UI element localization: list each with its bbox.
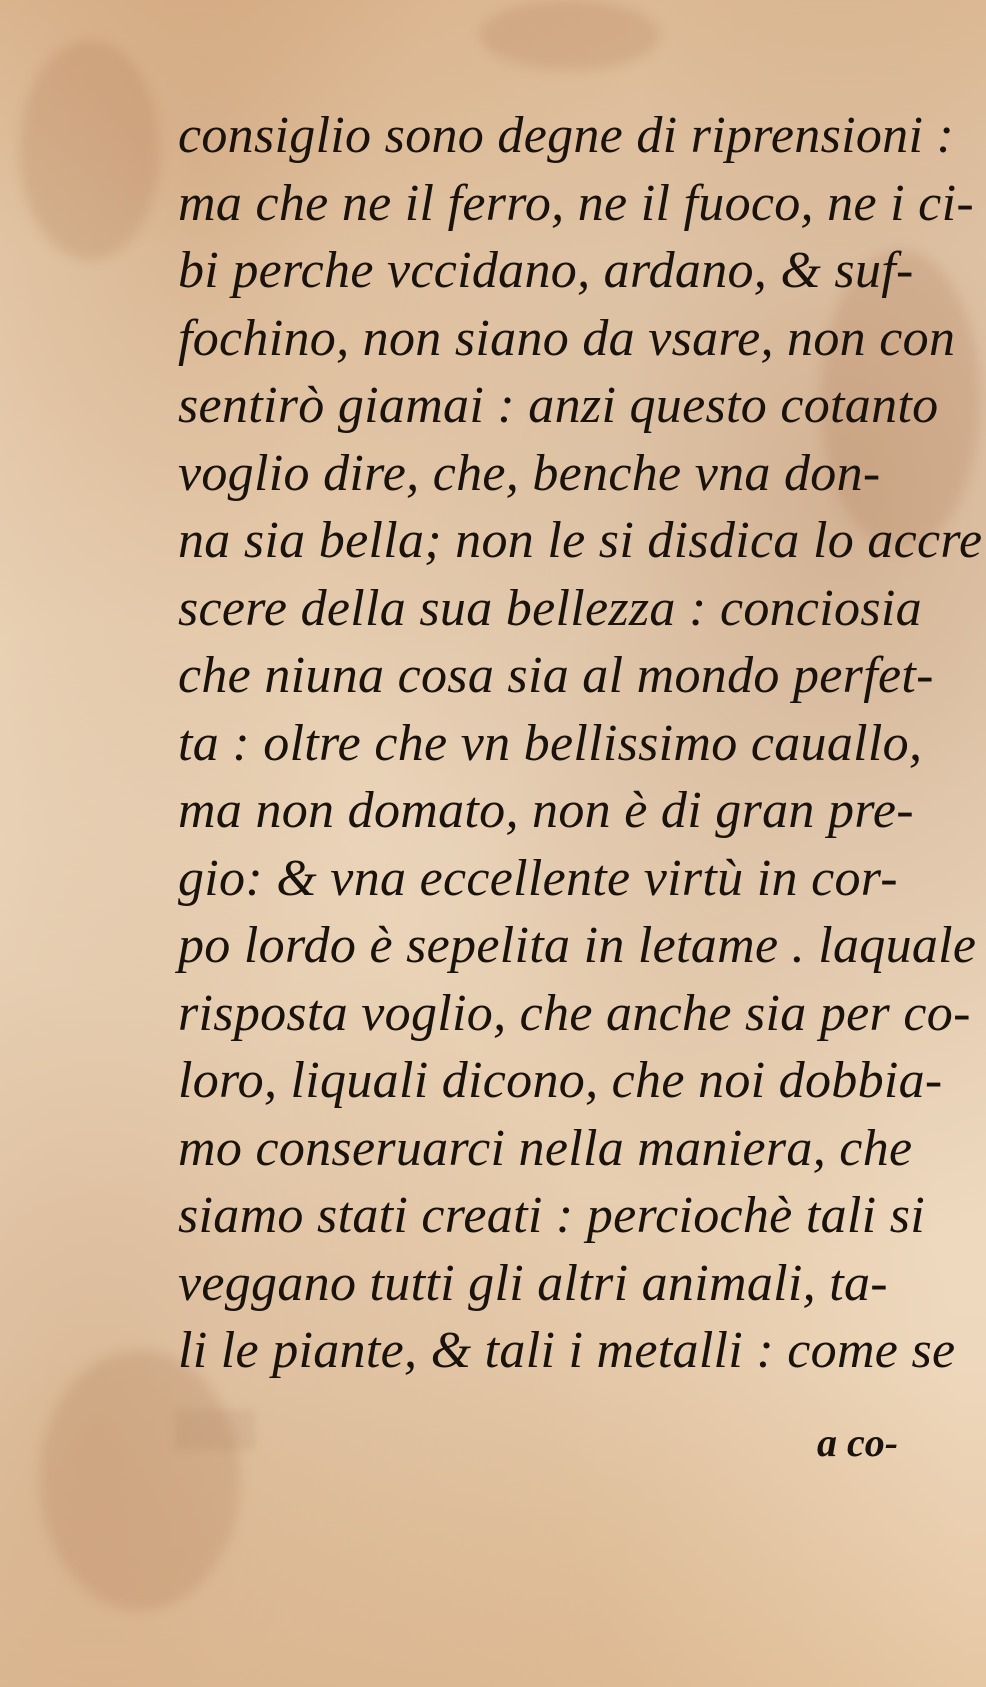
text-line: li le piante, & tali i metalli : come se: [178, 1322, 956, 1379]
text-line: che niuna cosa sia al mondo perfet-: [178, 647, 934, 704]
text-line: ma che ne il ferro, ne il fuoco, ne i ci-: [178, 174, 974, 232]
text-line: veggano tutti gli altri animali, ta-: [178, 1254, 888, 1312]
text-line: bi perche vccidano, ardano, & suf-: [178, 242, 914, 299]
text-line: ma non domato, non è di gran pre-: [178, 782, 914, 839]
text-line: voglio dire, che, benche vna don-: [178, 444, 881, 502]
page-stain: [40, 1350, 240, 1610]
text-line: loro, liquali dicono, che noi dobbia-: [178, 1052, 943, 1109]
show-through-mark: [175, 1410, 255, 1450]
text-line: scere della sua bellezza : conciosia: [178, 579, 922, 637]
text-line: consiglio sono degne di riprensioni :: [178, 107, 955, 164]
page-stain: [480, 0, 660, 70]
text-line: risposta voglio, che anche sia per co-: [178, 984, 971, 1042]
page-text: [178, 102, 983, 1385]
page-stain: [20, 40, 160, 260]
text-line: mo conseruarci nella maniera, che: [178, 1119, 913, 1177]
catchword: a co-: [817, 1420, 899, 1465]
text-line: po lordo è sepelita in letame . laquale: [178, 917, 977, 974]
text-line: gio: & vna eccellente virtù in cor-: [178, 849, 898, 907]
text-line: siamo stati creati : perciochè tali si: [178, 1187, 925, 1244]
text-line: fochino, non siano da vsare, non con: [178, 309, 956, 367]
text-line: ta : oltre che vn bellissimo cauallo,: [178, 714, 923, 772]
text-line: sentirò giamai : anzi questo cotanto: [178, 377, 939, 434]
text-line: na sia bella; non le si disdica lo accre: [178, 512, 983, 569]
